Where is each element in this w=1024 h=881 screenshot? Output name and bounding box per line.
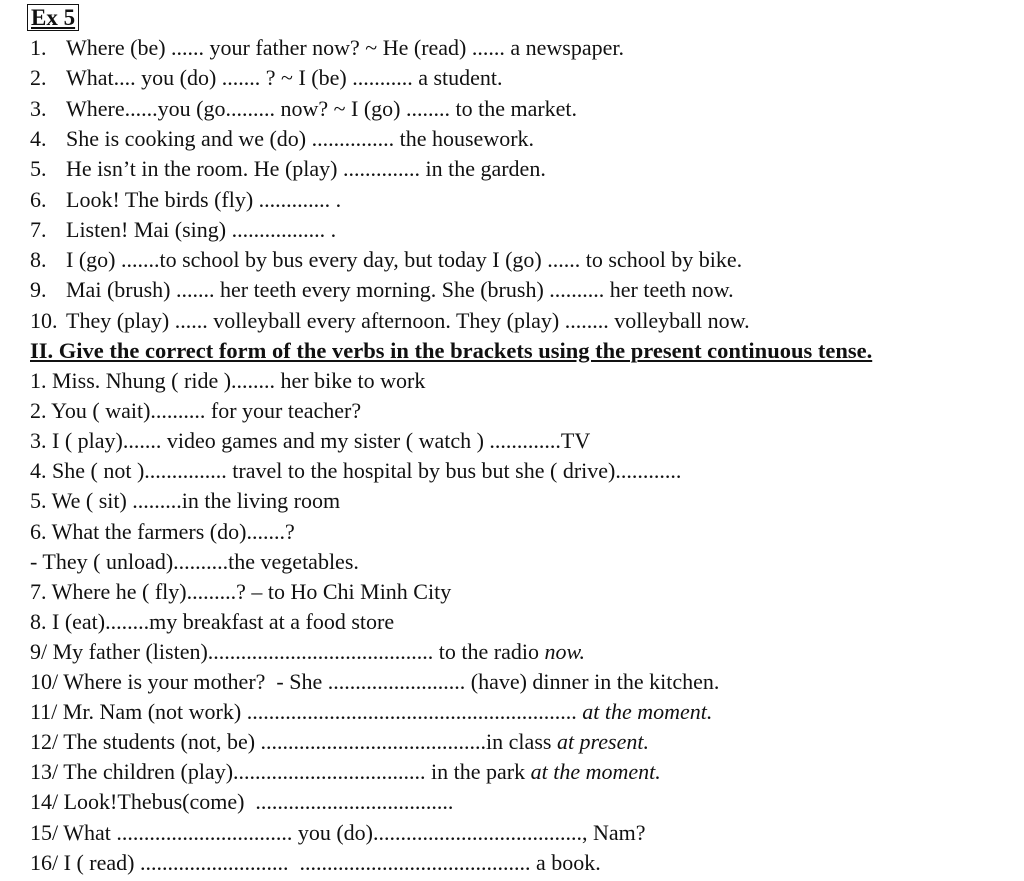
exercise-sentence [30,428,590,454]
sentence-text: 7. Where he ( fly).........? – to Ho Chi Minh City [30,579,452,604]
exercise-sentence [30,639,585,665]
exercise-sentence: Where (be) ...... your father now? ~ He (read) ...... a newspaper. [66,35,624,60]
sentence-text: - They ( unload)..........the vegetables. [30,549,359,574]
exercise-sentence [30,759,661,785]
sentence-text: 2. You ( wait).......... for your teacher? [30,398,362,423]
time-expression: now. [544,639,586,664]
exercise-sentence: I (go) .......to school by bus every day, but today I (go) ...... to school by bike. [66,247,743,272]
sentence-text: 16/ I ( read) ........................... .......................................... a book. [30,850,601,875]
sentence-text: 12/ The students (not, be) .........................................in class [30,729,557,754]
exercise-sentence: What.... you (do) ....... ? ~ I (be) ........... a student. [66,65,503,90]
sentence-text: 3. I ( play)....... video games and my sister ( watch ) .............TV [30,428,591,453]
exercise-sentence [30,488,340,514]
exercise-sentence [30,549,359,575]
exercise-sentence: They (play) ...... volleyball every afternoon. They (play) ........ volleyball now. [66,308,750,333]
exercise-sentence: She is cooking and we (do) ............... the housework. [66,126,535,151]
sentence-text: 10/ Where is your mother? - She ......................... (have) dinner in the kitchen. [30,669,720,694]
exercise-sentence [30,699,712,725]
sentence-text: 8. I (eat)........my breakfast at a food store [30,609,395,634]
item-number: 6. [30,187,47,212]
sentence-text: 5. We ( sit) .........in the living room [30,488,341,513]
item-number: 2. [30,65,47,90]
sentence-text: 9/ My father (listen)......................................... to the radio [30,639,545,664]
exercise-sentence [30,820,646,846]
item-number: 1. [30,35,47,60]
item-number: 10. [30,308,58,333]
exercise-sentence [30,729,649,755]
exercise-sentence [30,519,295,545]
exercise-sentence [30,579,451,605]
exercise-sentence [30,458,681,484]
exercise-sentence: Where......you (go......... now? ~ I (go) ........ to the market. [66,96,578,121]
exercise-sentence: Look! The birds (fly) ............. . [66,187,342,212]
exercise-sentence: Listen! Mai (sing) ................. . [66,217,337,242]
sentence-text: 1. Miss. Nhung ( ride )........ her bike to work [30,368,426,393]
time-expression: at present. [556,729,649,754]
item-number: 8. [30,247,47,272]
sentence-text: 14/ Look!Thebus(come) .................................... [30,789,454,814]
time-expression: at the moment. [530,759,661,784]
exercise-sentence [30,398,361,424]
sentence-text: 15/ What ................................ you (do)......................................, Nam? [30,820,646,845]
exercise-sentence [30,368,425,394]
sentence-text: 13/ The children (play)................................... in the park [30,759,531,784]
exercise-sentence [30,609,394,635]
item-number: 5. [30,156,47,181]
exercise-sentence: Mai (brush) ....... her teeth every morning. She (brush) .......... her teeth now. [66,277,734,302]
item-number: 3. [30,96,47,121]
exercise-heading: Ex 5 [27,4,79,31]
time-expression: at the moment. [582,699,713,724]
section-2-title: II. Give the correct form of the verbs in the brackets using the present continuous tense. [30,338,873,363]
exercise-sentence [30,669,719,695]
item-number: 9. [30,277,47,302]
item-number: 4. [30,126,47,151]
exercise-sentence [30,850,601,876]
exercise-sentence [30,789,453,815]
sentence-text: 4. She ( not )............... travel to the hospital by bus but she ( drive)............ [30,458,682,483]
sentence-text: 6. What the farmers (do).......? [30,519,295,544]
sentence-text: 11/ Mr. Nam (not work) ............................................................ [30,699,583,724]
item-number: 7. [30,217,47,242]
exercise-sentence: He isn’t in the room. He (play) .............. in the garden. [66,156,546,181]
